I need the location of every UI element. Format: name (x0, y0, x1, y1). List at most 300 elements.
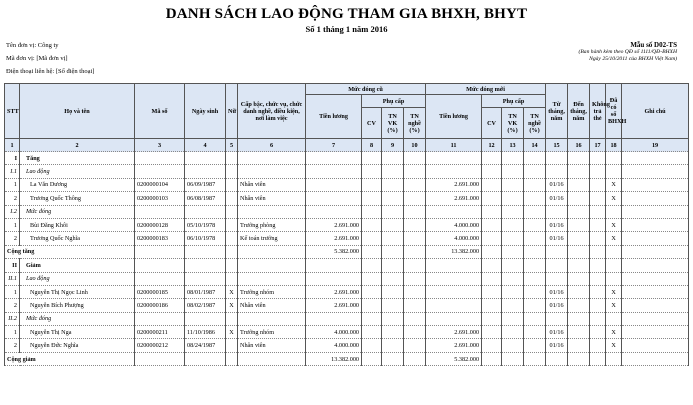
empty-cell (568, 285, 590, 298)
column-number: 14 (524, 139, 546, 152)
employee-position: Kế toán trưởng (238, 232, 306, 245)
empty-cell (404, 165, 426, 178)
empty-cell (590, 152, 606, 165)
empty-cell (546, 312, 568, 325)
has-book-mark: X (606, 285, 622, 298)
empty-cell (606, 205, 622, 218)
header-dob: Ngày sinh (185, 84, 226, 139)
empty-cell (622, 245, 689, 258)
empty-cell (185, 312, 226, 325)
empty-cell (382, 312, 404, 325)
total-old-salary: 13.382.000 (306, 352, 362, 365)
header-new-group: Mức đóng mới (426, 84, 546, 95)
subsection-row (5, 165, 689, 178)
empty-cell (590, 232, 606, 245)
empty-cell (590, 272, 606, 285)
old-salary: 2.691.000 (306, 232, 362, 245)
empty-cell (568, 339, 590, 352)
old-salary: 2.691.000 (306, 285, 362, 298)
empty-cell (226, 205, 238, 218)
empty-cell (590, 165, 606, 178)
employee-position: Trưởng phòng (238, 218, 306, 231)
empty-cell (404, 312, 426, 325)
row-stt: II.1 (5, 272, 20, 285)
empty-cell (238, 165, 306, 178)
empty-cell (135, 272, 185, 285)
empty-cell (524, 165, 546, 178)
column-number: 2 (20, 139, 135, 152)
column-number: 8 (362, 139, 382, 152)
row-label: Mức đóng (20, 312, 135, 325)
empty-cell (382, 232, 404, 245)
empty-cell (502, 218, 524, 231)
empty-cell (426, 312, 482, 325)
empty-cell (226, 272, 238, 285)
empty-cell (568, 165, 590, 178)
employee-position: Trưởng nhóm (238, 285, 306, 298)
employee-position: Nhân viên (238, 299, 306, 312)
female-mark (226, 218, 238, 231)
total-label: Cộng tăng (5, 245, 135, 258)
empty-cell (590, 259, 606, 272)
empty-cell (524, 152, 546, 165)
empty-cell (568, 299, 590, 312)
header-new-salary: Tiền lương (426, 95, 482, 139)
empty-cell (238, 259, 306, 272)
empty-cell (502, 285, 524, 298)
empty-cell (362, 165, 382, 178)
column-number: 13 (502, 139, 524, 152)
empty-cell (382, 245, 404, 258)
employee-dob: 06/08/1987 (185, 192, 226, 205)
empty-cell (482, 192, 502, 205)
empty-cell (226, 245, 238, 258)
employee-dob: 06/10/1978 (185, 232, 226, 245)
empty-cell (524, 218, 546, 231)
empty-cell (238, 272, 306, 285)
empty-cell (524, 326, 546, 339)
unit-phone: Điện thoại liên hệ: [Số điện thoại] (6, 68, 95, 75)
empty-cell (524, 232, 546, 245)
empty-cell (606, 312, 622, 325)
table-row (5, 285, 689, 298)
empty-cell (426, 272, 482, 285)
empty-cell (382, 339, 404, 352)
empty-cell (568, 352, 590, 365)
empty-cell (546, 259, 568, 272)
empty-cell (590, 218, 606, 231)
empty-cell (226, 312, 238, 325)
employee-code: 0200000186 (135, 299, 185, 312)
row-stt: 1 (5, 178, 20, 191)
from-month: 01/16 (546, 232, 568, 245)
empty-cell (382, 272, 404, 285)
header-no-return: Không trả thẻ (590, 84, 606, 139)
row-label: Tăng (20, 152, 135, 165)
employee-code: 0200000104 (135, 178, 185, 191)
empty-cell (606, 245, 622, 258)
from-month: 01/16 (546, 299, 568, 312)
column-number: 10 (404, 139, 426, 152)
empty-cell (404, 285, 426, 298)
has-book-mark: X (606, 299, 622, 312)
empty-cell (382, 165, 404, 178)
female-mark (226, 232, 238, 245)
empty-cell (590, 339, 606, 352)
empty-cell (482, 245, 502, 258)
total-label: Cộng giảm (5, 352, 135, 365)
female-mark: X (226, 285, 238, 298)
empty-cell (382, 178, 404, 191)
empty-cell (238, 312, 306, 325)
empty-cell (362, 259, 382, 272)
new-salary (426, 285, 482, 298)
header-old-salary: Tiền lương (306, 95, 362, 139)
empty-cell (382, 218, 404, 231)
empty-cell (382, 285, 404, 298)
column-number: 4 (185, 139, 226, 152)
total-new-salary: 13.382.000 (426, 245, 482, 258)
table-row (5, 218, 689, 231)
subsection-row (5, 312, 689, 325)
empty-cell (524, 285, 546, 298)
row-stt: 2 (5, 232, 20, 245)
empty-cell (426, 205, 482, 218)
table-row (5, 299, 689, 312)
row-stt: 2 (5, 192, 20, 205)
empty-cell (362, 312, 382, 325)
empty-cell (185, 205, 226, 218)
empty-cell (404, 152, 426, 165)
empty-cell (404, 299, 426, 312)
empty-cell (382, 299, 404, 312)
total-row (5, 245, 689, 258)
empty-cell (568, 326, 590, 339)
row-stt: I.2 (5, 205, 20, 218)
employee-code: 0200000212 (135, 339, 185, 352)
empty-cell (590, 205, 606, 218)
column-number: 1 (5, 139, 20, 152)
old-salary: 4.000.000 (306, 326, 362, 339)
header-code: Mã số (135, 84, 185, 139)
empty-cell (622, 218, 689, 231)
new-salary: 4.000.000 (426, 218, 482, 231)
employee-code: 0200000103 (135, 192, 185, 205)
new-salary: 4.000.000 (426, 232, 482, 245)
employee-dob: 06/09/1987 (185, 178, 226, 191)
empty-cell (426, 152, 482, 165)
total-row (5, 352, 689, 365)
employee-position: Nhân viên (238, 192, 306, 205)
female-mark (226, 178, 238, 191)
column-number: 16 (568, 139, 590, 152)
empty-cell (482, 205, 502, 218)
column-number: 5 (226, 139, 238, 152)
employee-position: Trưởng nhóm (238, 326, 306, 339)
empty-cell (226, 152, 238, 165)
empty-cell (362, 178, 382, 191)
has-book-mark: X (606, 339, 622, 352)
old-salary: 2.691.000 (306, 218, 362, 231)
empty-cell (404, 245, 426, 258)
empty-cell (362, 218, 382, 231)
from-month: 01/16 (546, 285, 568, 298)
empty-cell (502, 178, 524, 191)
empty-cell (135, 259, 185, 272)
empty-cell (606, 272, 622, 285)
empty-cell (238, 352, 306, 365)
empty-cell (482, 178, 502, 191)
has-book-mark: X (606, 326, 622, 339)
empty-cell (622, 299, 689, 312)
empty-cell (568, 152, 590, 165)
table-row (5, 178, 689, 191)
empty-cell (590, 326, 606, 339)
row-stt: 1 (5, 218, 20, 231)
total-old-salary: 5.382.000 (306, 245, 362, 258)
report-subtitle: Số 1 tháng 1 năm 2016 (305, 24, 388, 34)
empty-cell (238, 245, 306, 258)
empty-cell (590, 178, 606, 191)
new-salary (426, 299, 482, 312)
new-salary: 2.691.000 (426, 326, 482, 339)
header-old-group: Mức đóng cũ (306, 84, 426, 95)
header-new-tnvk: TN VK (%) (502, 108, 524, 139)
total-new-salary: 5.382.000 (426, 352, 482, 365)
empty-cell (546, 245, 568, 258)
empty-cell (306, 205, 362, 218)
empty-cell (502, 339, 524, 352)
unit-name: Tên đơn vị: Công ty (6, 42, 59, 49)
empty-cell (622, 232, 689, 245)
has-book-mark: X (606, 178, 622, 191)
empty-cell (546, 272, 568, 285)
empty-cell (622, 165, 689, 178)
empty-cell (362, 352, 382, 365)
table-row (5, 192, 689, 205)
empty-cell (382, 152, 404, 165)
form-code: Mẫu số D02-TS (630, 41, 677, 49)
empty-cell (482, 352, 502, 365)
table-body (5, 139, 689, 366)
empty-cell (590, 285, 606, 298)
empty-cell (135, 352, 185, 365)
empty-cell (502, 152, 524, 165)
column-number: 19 (622, 139, 689, 152)
empty-cell (502, 165, 524, 178)
empty-cell (524, 178, 546, 191)
new-salary: 2.691.000 (426, 178, 482, 191)
empty-cell (185, 272, 226, 285)
from-month: 01/16 (546, 339, 568, 352)
empty-cell (362, 245, 382, 258)
empty-cell (362, 192, 382, 205)
row-stt: 1 (5, 285, 20, 298)
empty-cell (226, 259, 238, 272)
employee-dob: 08/24/1987 (185, 339, 226, 352)
employee-name: Bùi Đăng Khôi (20, 218, 135, 231)
empty-cell (568, 272, 590, 285)
empty-cell (226, 165, 238, 178)
empty-cell (502, 205, 524, 218)
empty-cell (590, 192, 606, 205)
empty-cell (546, 352, 568, 365)
empty-cell (404, 352, 426, 365)
empty-cell (524, 205, 546, 218)
header-to: Đến tháng, năm (568, 84, 590, 139)
row-stt: 1 (5, 326, 20, 339)
empty-cell (362, 272, 382, 285)
empty-cell (135, 152, 185, 165)
employee-name: Trương Quốc Nghĩa (20, 232, 135, 245)
subsection-row (5, 272, 689, 285)
empty-cell (502, 299, 524, 312)
empty-cell (135, 245, 185, 258)
empty-cell (382, 192, 404, 205)
row-stt: 2 (5, 299, 20, 312)
empty-cell (404, 218, 426, 231)
table-row (5, 232, 689, 245)
empty-cell (362, 232, 382, 245)
employee-dob: 08/01/1987 (185, 285, 226, 298)
column-number: 6 (238, 139, 306, 152)
empty-cell (482, 326, 502, 339)
female-mark: X (226, 326, 238, 339)
empty-cell (238, 205, 306, 218)
unit-code: Mã đơn vị: [Mã đơn vị] (6, 55, 68, 62)
header-old-tnnghe: TN nghề (%) (404, 108, 426, 139)
employee-name: Nguyễn Đức Nghĩa (20, 339, 135, 352)
empty-cell (606, 152, 622, 165)
employee-name: Trương Quốc Thông (20, 192, 135, 205)
header-from: Từ tháng, năm (546, 84, 568, 139)
empty-cell (362, 326, 382, 339)
empty-cell (524, 299, 546, 312)
header-new-allowance: Phụ cấp (482, 95, 546, 108)
empty-cell (382, 352, 404, 365)
table-row (5, 326, 689, 339)
form-note-1: (Ban hành kèm theo QĐ số 1111/QĐ-BHXH (578, 49, 677, 55)
from-month: 01/16 (546, 178, 568, 191)
report-title: DANH SÁCH LAO ĐỘNG THAM GIA BHXH, BHYT (165, 6, 528, 22)
empty-cell (590, 299, 606, 312)
row-stt: II (5, 259, 20, 272)
empty-cell (482, 218, 502, 231)
column-number: 3 (135, 139, 185, 152)
empty-cell (524, 352, 546, 365)
empty-cell (590, 312, 606, 325)
employee-dob: 08/02/1987 (185, 299, 226, 312)
empty-cell (482, 152, 502, 165)
empty-cell (306, 312, 362, 325)
has-book-mark: X (606, 218, 622, 231)
empty-cell (568, 192, 590, 205)
old-salary (306, 192, 362, 205)
section-row (5, 152, 689, 165)
empty-cell (382, 259, 404, 272)
empty-cell (482, 165, 502, 178)
old-salary: 4.000.000 (306, 339, 362, 352)
employee-name: La Văn Dương (20, 178, 135, 191)
empty-cell (306, 152, 362, 165)
employee-dob: 05/10/1978 (185, 218, 226, 231)
empty-cell (306, 165, 362, 178)
empty-cell (185, 259, 226, 272)
empty-cell (502, 326, 524, 339)
row-stt: I (5, 152, 20, 165)
column-number: 11 (426, 139, 482, 152)
empty-cell (546, 165, 568, 178)
old-salary (306, 178, 362, 191)
empty-cell (568, 205, 590, 218)
from-month: 01/16 (546, 218, 568, 231)
row-stt: 2 (5, 339, 20, 352)
labor-table (4, 83, 689, 366)
employee-name: Nguyễn Bích Phượng (20, 299, 135, 312)
form-note-2: Ngày 25/10/2011 của BHXH Việt Nam) (589, 56, 677, 62)
old-salary: 2.691.000 (306, 299, 362, 312)
column-number: 9 (382, 139, 404, 152)
empty-cell (306, 272, 362, 285)
employee-name: Nguyễn Thị Ngọc Linh (20, 285, 135, 298)
empty-cell (606, 165, 622, 178)
empty-cell (362, 299, 382, 312)
header-has-book: Đã có sổ BHXH (606, 84, 622, 139)
row-stt: I.1 (5, 165, 20, 178)
employee-code: 0200000183 (135, 232, 185, 245)
empty-cell (185, 352, 226, 365)
new-salary: 2.691.000 (426, 339, 482, 352)
empty-cell (135, 205, 185, 218)
header-stt: STT (5, 84, 20, 139)
empty-cell (622, 205, 689, 218)
empty-cell (185, 165, 226, 178)
empty-cell (482, 232, 502, 245)
header-female: Nữ (226, 84, 238, 139)
empty-cell (568, 312, 590, 325)
from-month: 01/16 (546, 192, 568, 205)
empty-cell (362, 152, 382, 165)
empty-cell (502, 259, 524, 272)
empty-cell (568, 259, 590, 272)
female-mark (226, 192, 238, 205)
empty-cell (546, 205, 568, 218)
table-row (5, 339, 689, 352)
empty-cell (238, 152, 306, 165)
empty-cell (362, 205, 382, 218)
empty-cell (404, 259, 426, 272)
empty-cell (482, 259, 502, 272)
row-label: Lao động (20, 272, 135, 285)
header-position: Cấp bậc, chức vụ, chức danh nghề, điều kiện, nơi làm việc (238, 84, 306, 139)
empty-cell (502, 245, 524, 258)
empty-cell (382, 205, 404, 218)
empty-cell (502, 272, 524, 285)
empty-cell (404, 272, 426, 285)
row-label: Giảm (20, 259, 135, 272)
has-book-mark: X (606, 232, 622, 245)
female-mark (226, 339, 238, 352)
form-code-block (497, 41, 677, 63)
empty-cell (502, 352, 524, 365)
empty-cell (524, 245, 546, 258)
empty-cell (135, 312, 185, 325)
empty-cell (546, 152, 568, 165)
empty-cell (362, 285, 382, 298)
female-mark: X (226, 299, 238, 312)
empty-cell (568, 245, 590, 258)
empty-cell (590, 352, 606, 365)
